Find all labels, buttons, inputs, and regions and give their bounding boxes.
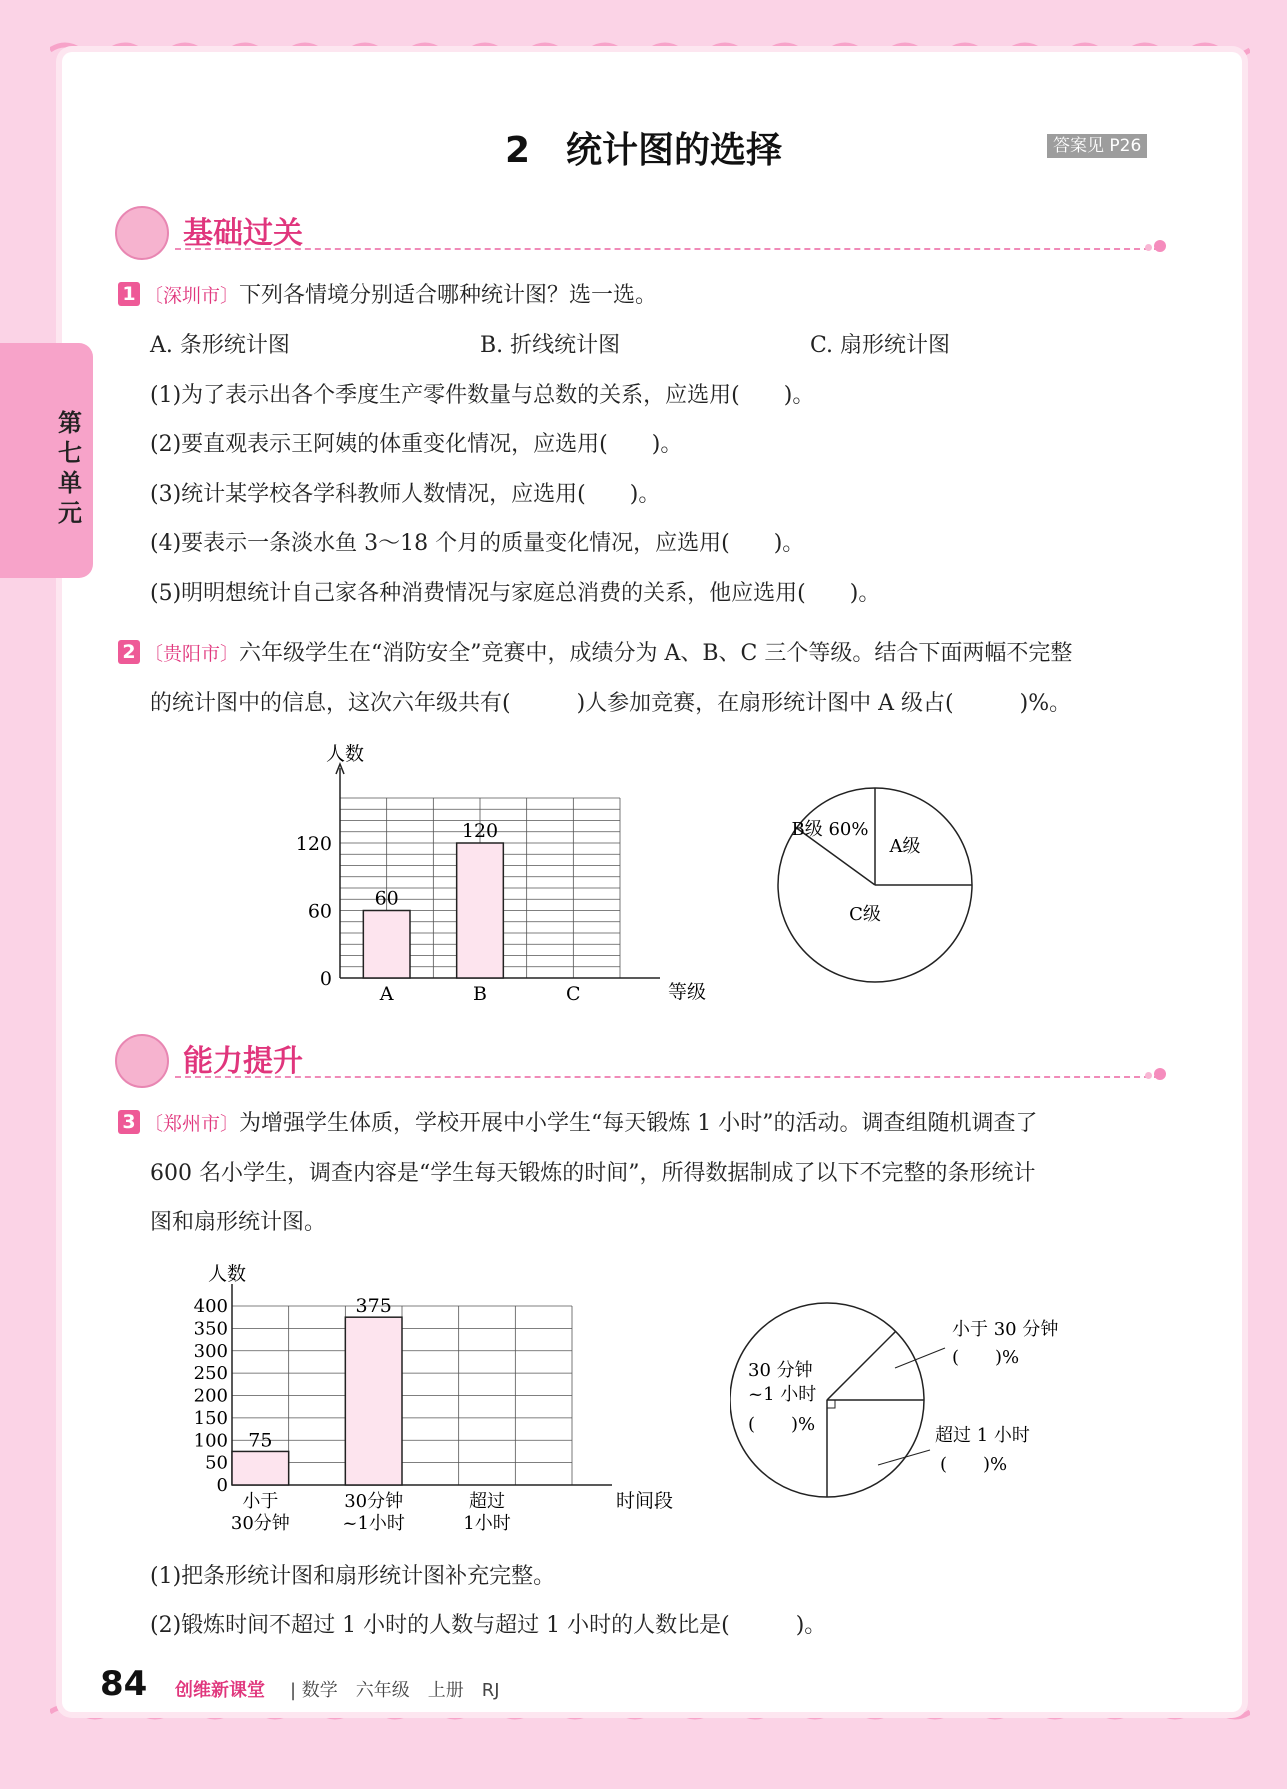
option-a: A. 条形统计图 — [150, 333, 290, 358]
pie-slice-pct: ( )% — [952, 1347, 1020, 1368]
question-text: 为增强学生体质，学校开展中小学生“每天锻炼 1 小时”的活动。调查组随机调查了 — [239, 1111, 1038, 1136]
sub-question: (3)统计某学校各学科教师人数情况，应选用( )。 — [150, 482, 661, 507]
option-c: C. 扇形统计图 — [810, 333, 951, 358]
question-text: 600 名小学生，调查内容是“学生每天锻炼的时间”，所得数据制成了以下不完整的条形统计 — [150, 1161, 1036, 1186]
book-info: | 数学 六年级 上册 RJ — [290, 1680, 500, 1701]
question-source: 〔贵阳市〕 — [144, 643, 240, 665]
bar — [232, 1451, 289, 1485]
pie-slice-label: 超过 1 小时 — [935, 1425, 1030, 1446]
question-number: 2 — [118, 640, 140, 664]
sub-question: (2)要直观表示王阿姨的体重变化情况，应选用( )。 — [150, 432, 683, 457]
data-label: 75 — [248, 1429, 273, 1452]
grade-pie-chart — [770, 780, 980, 990]
y-tick-label: 250 — [193, 1363, 228, 1385]
grade-bar-chart — [290, 740, 730, 1010]
sub-question: (1)为了表示出各个季度生产零件数量与总数的关系，应选用( )。 — [150, 383, 815, 408]
x-tick-label: A — [379, 983, 394, 1005]
answer-reference-badge: 答案见 P26 — [1047, 134, 1147, 158]
sub-question: (4)要表示一条淡水鱼 3～18 个月的质量变化情况，应选用( )。 — [150, 531, 805, 556]
exercise-pie-chart — [730, 1290, 1090, 1520]
sub-question: (1)把条形统计图和扇形统计图补充完整。 — [150, 1564, 556, 1589]
decor-dot-icon — [1154, 240, 1166, 252]
y-tick-label: 60 — [307, 900, 332, 923]
question-text: 六年级学生在“消防安全”竞赛中，成绩分为 A、B、C 三个等级。结合下面两幅不完整 — [239, 641, 1073, 666]
question-number: 1 — [118, 282, 140, 306]
bar — [457, 843, 504, 978]
pie-slice-pct: ( )% — [940, 1454, 1008, 1475]
y-tick-label: 350 — [193, 1318, 228, 1340]
y-tick-label: 0 — [319, 968, 332, 990]
y-tick-label: 400 — [193, 1296, 228, 1317]
x-tick-label: 超过 1小时 — [463, 1491, 511, 1534]
x-tick-label: B — [473, 983, 487, 1005]
pie-slice-label: A级 — [889, 836, 921, 857]
y-tick-label: 300 — [193, 1340, 228, 1362]
data-label: 60 — [374, 887, 399, 910]
question-text: 图和扇形统计图。 — [150, 1210, 327, 1235]
sub-question: (5)明明想统计自己家各种消费情况与家庭总消费的关系，他应选用( )。 — [150, 581, 881, 606]
x-axis-label: 时间段 — [616, 1490, 674, 1512]
data-label: 120 — [461, 820, 499, 842]
pie-slice-label: B级 60% — [791, 819, 869, 840]
pie-slice-label: C级 — [849, 904, 881, 925]
question-text: 下列各情境分别适合哪种统计图？选一选。 — [239, 283, 658, 308]
bar — [363, 911, 410, 979]
pie-slice-label: 小于 30 分钟 — [952, 1319, 1059, 1340]
exercise-bar-chart — [180, 1250, 710, 1540]
question-2-stem — [118, 636, 1072, 667]
bar — [345, 1317, 402, 1485]
page-number: 84 — [100, 1664, 148, 1704]
section-title: 基础过关 — [183, 216, 303, 251]
x-tick-label: 30分钟~1小时 — [342, 1491, 405, 1534]
data-label: 375 — [355, 1295, 392, 1318]
section-divider — [175, 248, 1160, 250]
x-axis-label: 等级 — [668, 981, 707, 1003]
section-divider — [175, 1076, 1160, 1078]
question-1-stem — [118, 278, 657, 309]
decor-dot-icon — [1145, 1072, 1152, 1079]
mascot-icon — [115, 1034, 169, 1088]
decor-dot-icon — [1154, 1068, 1166, 1080]
section-title: 能力提升 — [183, 1044, 303, 1079]
option-b: B. 折线统计图 — [480, 333, 621, 358]
pie-slice-pct: ( )% — [748, 1414, 816, 1435]
question-3-stem — [118, 1106, 1038, 1137]
pie-slice-label: 30 分钟~1 小时 — [748, 1360, 817, 1405]
y-tick-label: 50 — [205, 1452, 228, 1474]
section-header-basic — [115, 204, 1160, 254]
y-tick-label: 150 — [193, 1407, 228, 1429]
y-axis-label: 人数 — [208, 1263, 247, 1285]
sub-question: (2)锻炼时间不超过 1 小时的人数与超过 1 小时的人数比是( )。 — [150, 1613, 827, 1638]
question-source: 〔郑州市〕 — [144, 1113, 240, 1135]
x-tick-label: 小于 30分钟 — [230, 1491, 290, 1534]
page-title: 2 统计图的选择 — [504, 130, 783, 171]
y-tick-label: 0 — [216, 1475, 228, 1496]
question-source: 〔深圳市〕 — [144, 285, 240, 307]
section-header-advanced — [115, 1032, 1160, 1082]
y-tick-label: 100 — [193, 1430, 228, 1452]
mascot-icon — [115, 206, 169, 260]
question-text: 的统计图中的信息，这次六年级共有( )人参加竞赛，在扇形统计图中 A 级占( )%。 — [150, 691, 1072, 716]
decor-dot-icon — [1145, 244, 1152, 251]
y-tick-label: 120 — [295, 833, 332, 855]
x-tick-label: C — [566, 983, 581, 1005]
y-tick-label: 200 — [193, 1385, 228, 1407]
brand-name: 创维新课堂 — [175, 1680, 265, 1701]
unit-side-tab-label: 第七单元 — [58, 409, 82, 527]
y-axis-label: 人数 — [326, 743, 365, 765]
question-number: 3 — [118, 1110, 140, 1134]
